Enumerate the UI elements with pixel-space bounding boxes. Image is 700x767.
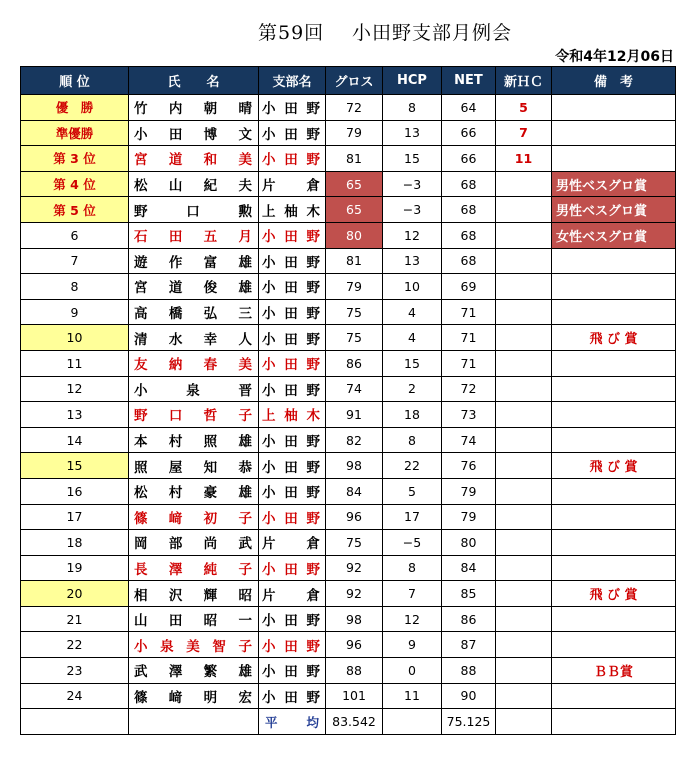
gross-cell: 98 bbox=[326, 606, 383, 632]
gross-cell: 96 bbox=[326, 504, 383, 530]
net-cell: 85 bbox=[442, 581, 496, 607]
hcp-cell: 0 bbox=[383, 658, 442, 684]
header-name: 氏 名 bbox=[129, 67, 259, 95]
note-cell bbox=[552, 530, 676, 556]
branch-cell: 小田野 bbox=[259, 478, 326, 504]
results-body bbox=[21, 95, 676, 709]
new-hc-cell bbox=[496, 197, 552, 223]
gross-cell: 92 bbox=[326, 581, 383, 607]
hcp-cell: 8 bbox=[383, 555, 442, 581]
name-cell: 松山紀夫 bbox=[129, 171, 259, 197]
new-hc-cell bbox=[496, 683, 552, 709]
net-cell: 74 bbox=[442, 427, 496, 453]
name-cell: 竹内朝晴 bbox=[129, 95, 259, 121]
event-date: 令和4年12月06日 bbox=[555, 49, 674, 65]
average-empty-name bbox=[129, 709, 259, 735]
new-hc-cell bbox=[496, 555, 552, 581]
note-cell bbox=[552, 274, 676, 300]
hcp-cell: 2 bbox=[383, 376, 442, 402]
net-cell: 68 bbox=[442, 197, 496, 223]
rank-cell: 9 bbox=[21, 299, 129, 325]
note-cell bbox=[552, 376, 676, 402]
table-row bbox=[21, 658, 676, 684]
rank-cell: 10 bbox=[21, 325, 129, 351]
table-row bbox=[21, 376, 676, 402]
name-cell: 野 口 勲 bbox=[129, 197, 259, 223]
gross-cell: 75 bbox=[326, 299, 383, 325]
results-table bbox=[20, 66, 676, 735]
branch-cell: 小田野 bbox=[259, 274, 326, 300]
hcp-cell: −3 bbox=[383, 171, 442, 197]
branch-cell: 小田野 bbox=[259, 632, 326, 658]
hcp-cell: 15 bbox=[383, 350, 442, 376]
rank-cell: 21 bbox=[21, 606, 129, 632]
gross-cell: 82 bbox=[326, 427, 383, 453]
note-cell bbox=[552, 120, 676, 146]
note-cell: 飛 び 賞 bbox=[552, 581, 676, 607]
rank-cell: 6 bbox=[21, 222, 129, 248]
name-cell: 照屋知恭 bbox=[129, 453, 259, 479]
new-hc-cell bbox=[496, 274, 552, 300]
rank-cell: 22 bbox=[21, 632, 129, 658]
name-cell: 友納春美 bbox=[129, 350, 259, 376]
table-row bbox=[21, 683, 676, 709]
note-cell: 女性ベスグロ賞 bbox=[552, 222, 676, 248]
net-cell: 72 bbox=[442, 376, 496, 402]
rank-cell: 第 5 位 bbox=[21, 197, 129, 223]
hcp-cell: 12 bbox=[383, 222, 442, 248]
new-hc-cell bbox=[496, 402, 552, 428]
rank-cell: 準優勝 bbox=[21, 120, 129, 146]
name-cell: 武澤繁雄 bbox=[129, 658, 259, 684]
hcp-cell: 10 bbox=[383, 274, 442, 300]
name-cell: 本村照雄 bbox=[129, 427, 259, 453]
gross-cell: 79 bbox=[326, 120, 383, 146]
name-cell: 長澤純子 bbox=[129, 555, 259, 581]
rank-cell: 16 bbox=[21, 478, 129, 504]
table-row bbox=[21, 146, 676, 172]
branch-cell: 小田野 bbox=[259, 95, 326, 121]
name-cell: 山田昭一 bbox=[129, 606, 259, 632]
average-empty-hc bbox=[496, 709, 552, 735]
net-cell: 66 bbox=[442, 146, 496, 172]
rank-cell: 第 4 位 bbox=[21, 171, 129, 197]
rank-cell: 19 bbox=[21, 555, 129, 581]
rank-cell: 第 3 位 bbox=[21, 146, 129, 172]
hcp-cell: −3 bbox=[383, 197, 442, 223]
branch-cell: 片 倉 bbox=[259, 530, 326, 556]
gross-cell: 101 bbox=[326, 683, 383, 709]
note-cell: 男性ベスグロ賞 bbox=[552, 197, 676, 223]
branch-cell: 小田野 bbox=[259, 146, 326, 172]
net-cell: 68 bbox=[442, 171, 496, 197]
rank-cell: 7 bbox=[21, 248, 129, 274]
event-number: 第59回 bbox=[258, 22, 325, 44]
branch-cell: 小田野 bbox=[259, 120, 326, 146]
name-cell: 石田五月 bbox=[129, 222, 259, 248]
note-cell bbox=[552, 350, 676, 376]
name-cell: 小泉美智子 bbox=[129, 632, 259, 658]
note-cell bbox=[552, 555, 676, 581]
new-hc-cell bbox=[496, 504, 552, 530]
gross-cell: 79 bbox=[326, 274, 383, 300]
note-cell bbox=[552, 299, 676, 325]
net-cell: 79 bbox=[442, 478, 496, 504]
hcp-cell: 12 bbox=[383, 606, 442, 632]
note-cell bbox=[552, 146, 676, 172]
rank-cell: 15 bbox=[21, 453, 129, 479]
rank-cell: 11 bbox=[21, 350, 129, 376]
average-empty-hcp bbox=[383, 709, 442, 735]
new-hc-cell: 11 bbox=[496, 146, 552, 172]
rank-cell: 優 勝 bbox=[21, 95, 129, 121]
gross-cell: 75 bbox=[326, 325, 383, 351]
branch-cell: 小田野 bbox=[259, 504, 326, 530]
header-rank: 順 位 bbox=[21, 67, 129, 95]
gross-cell: 84 bbox=[326, 478, 383, 504]
hcp-cell: 17 bbox=[383, 504, 442, 530]
gross-cell: 92 bbox=[326, 555, 383, 581]
gross-cell: 81 bbox=[326, 248, 383, 274]
rank-cell: 20 bbox=[21, 581, 129, 607]
net-cell: 76 bbox=[442, 453, 496, 479]
new-hc-cell bbox=[496, 478, 552, 504]
net-cell: 71 bbox=[442, 299, 496, 325]
net-cell: 71 bbox=[442, 325, 496, 351]
name-cell: 相沢輝昭 bbox=[129, 581, 259, 607]
net-cell: 68 bbox=[442, 248, 496, 274]
rank-cell: 18 bbox=[21, 530, 129, 556]
average-net: 75.125 bbox=[442, 709, 496, 735]
net-cell: 71 bbox=[442, 350, 496, 376]
new-hc-cell bbox=[496, 427, 552, 453]
branch-cell: 小田野 bbox=[259, 299, 326, 325]
net-cell: 90 bbox=[442, 683, 496, 709]
table-row bbox=[21, 197, 676, 223]
net-cell: 79 bbox=[442, 504, 496, 530]
note-cell bbox=[552, 504, 676, 530]
average-label: 平 均 bbox=[259, 709, 326, 735]
new-hc-cell bbox=[496, 171, 552, 197]
note-cell bbox=[552, 427, 676, 453]
rank-cell: 13 bbox=[21, 402, 129, 428]
gross-cell: 98 bbox=[326, 453, 383, 479]
branch-cell: 小田野 bbox=[259, 658, 326, 684]
rank-cell: 14 bbox=[21, 427, 129, 453]
average-row bbox=[21, 709, 676, 735]
gross-cell: 75 bbox=[326, 530, 383, 556]
header-gross: グロス bbox=[326, 67, 383, 95]
note-cell bbox=[552, 95, 676, 121]
branch-cell: 小田野 bbox=[259, 427, 326, 453]
branch-cell: 小田野 bbox=[259, 248, 326, 274]
branch-cell: 小田野 bbox=[259, 555, 326, 581]
note-cell: ＢＢ賞 bbox=[552, 658, 676, 684]
net-cell: 69 bbox=[442, 274, 496, 300]
gross-cell: 72 bbox=[326, 95, 383, 121]
header-hcp: HCP bbox=[383, 67, 442, 95]
hcp-cell: 11 bbox=[383, 683, 442, 709]
table-row bbox=[21, 95, 676, 121]
table-row bbox=[21, 453, 676, 479]
table-row bbox=[21, 632, 676, 658]
gross-cell: 65 bbox=[326, 171, 383, 197]
rank-cell: 23 bbox=[21, 658, 129, 684]
branch-cell: 小田野 bbox=[259, 453, 326, 479]
table-row bbox=[21, 274, 676, 300]
branch-cell: 小田野 bbox=[259, 325, 326, 351]
table-row bbox=[21, 299, 676, 325]
header-net: NET bbox=[442, 67, 496, 95]
average-empty-note bbox=[552, 709, 676, 735]
table-row bbox=[21, 120, 676, 146]
new-hc-cell: 5 bbox=[496, 95, 552, 121]
name-cell: 宮道俊雄 bbox=[129, 274, 259, 300]
name-cell: 篠﨑明宏 bbox=[129, 683, 259, 709]
gross-cell: 80 bbox=[326, 222, 383, 248]
table-row bbox=[21, 248, 676, 274]
hcp-cell: 7 bbox=[383, 581, 442, 607]
hcp-cell: 13 bbox=[383, 248, 442, 274]
note-cell bbox=[552, 478, 676, 504]
net-cell: 88 bbox=[442, 658, 496, 684]
gross-cell: 86 bbox=[326, 350, 383, 376]
gross-cell: 74 bbox=[326, 376, 383, 402]
table-row bbox=[21, 504, 676, 530]
note-cell bbox=[552, 632, 676, 658]
hcp-cell: 15 bbox=[383, 146, 442, 172]
branch-cell: 片 倉 bbox=[259, 171, 326, 197]
event-name: 小田野支部月例会 bbox=[352, 22, 513, 44]
hcp-cell: 9 bbox=[383, 632, 442, 658]
rank-cell: 8 bbox=[21, 274, 129, 300]
new-hc-cell bbox=[496, 658, 552, 684]
note-cell: 飛 び 賞 bbox=[552, 325, 676, 351]
branch-cell: 上柚木 bbox=[259, 402, 326, 428]
net-cell: 73 bbox=[442, 402, 496, 428]
rank-cell: 12 bbox=[21, 376, 129, 402]
table-row bbox=[21, 555, 676, 581]
table-row bbox=[21, 581, 676, 607]
new-hc-cell bbox=[496, 530, 552, 556]
gross-cell: 81 bbox=[326, 146, 383, 172]
header-row bbox=[21, 67, 676, 95]
branch-cell: 上柚木 bbox=[259, 197, 326, 223]
net-cell: 87 bbox=[442, 632, 496, 658]
new-hc-cell bbox=[496, 606, 552, 632]
hcp-cell: 22 bbox=[383, 453, 442, 479]
header-branch: 支部名 bbox=[259, 67, 326, 95]
table-row bbox=[21, 325, 676, 351]
new-hc-cell bbox=[496, 325, 552, 351]
table-row bbox=[21, 350, 676, 376]
table-row bbox=[21, 530, 676, 556]
new-hc-cell bbox=[496, 350, 552, 376]
note-cell: 飛 び 賞 bbox=[552, 453, 676, 479]
hcp-cell: 4 bbox=[383, 299, 442, 325]
header-new-hc: 新ＨＣ bbox=[496, 67, 552, 95]
new-hc-cell bbox=[496, 248, 552, 274]
table-row bbox=[21, 402, 676, 428]
gross-cell: 96 bbox=[326, 632, 383, 658]
net-cell: 86 bbox=[442, 606, 496, 632]
net-cell: 66 bbox=[442, 120, 496, 146]
average-gross: 83.542 bbox=[326, 709, 383, 735]
name-cell: 篠﨑初子 bbox=[129, 504, 259, 530]
header-notes: 備 考 bbox=[552, 67, 676, 95]
name-cell: 遊作富雄 bbox=[129, 248, 259, 274]
branch-cell: 小田野 bbox=[259, 683, 326, 709]
new-hc-cell bbox=[496, 376, 552, 402]
hcp-cell: 8 bbox=[383, 95, 442, 121]
new-hc-cell bbox=[496, 453, 552, 479]
net-cell: 84 bbox=[442, 555, 496, 581]
rank-cell: 24 bbox=[21, 683, 129, 709]
note-cell bbox=[552, 248, 676, 274]
average-empty-rank bbox=[21, 709, 129, 735]
note-cell bbox=[552, 683, 676, 709]
name-cell: 高橋弘三 bbox=[129, 299, 259, 325]
net-cell: 68 bbox=[442, 222, 496, 248]
note-cell bbox=[552, 606, 676, 632]
name-cell: 小 泉 晋 bbox=[129, 376, 259, 402]
table-row bbox=[21, 222, 676, 248]
name-cell: 小田博文 bbox=[129, 120, 259, 146]
hcp-cell: 8 bbox=[383, 427, 442, 453]
branch-cell: 小田野 bbox=[259, 222, 326, 248]
rank-cell: 17 bbox=[21, 504, 129, 530]
name-cell: 清水幸人 bbox=[129, 325, 259, 351]
note-cell: 男性ベスグロ賞 bbox=[552, 171, 676, 197]
table-row bbox=[21, 606, 676, 632]
branch-cell: 小田野 bbox=[259, 376, 326, 402]
gross-cell: 91 bbox=[326, 402, 383, 428]
hcp-cell: −5 bbox=[383, 530, 442, 556]
branch-cell: 小田野 bbox=[259, 350, 326, 376]
table-row bbox=[21, 478, 676, 504]
new-hc-cell bbox=[496, 632, 552, 658]
branch-cell: 片 倉 bbox=[259, 581, 326, 607]
new-hc-cell bbox=[496, 299, 552, 325]
gross-cell: 65 bbox=[326, 197, 383, 223]
gross-cell: 88 bbox=[326, 658, 383, 684]
hcp-cell: 5 bbox=[383, 478, 442, 504]
net-cell: 64 bbox=[442, 95, 496, 121]
hcp-cell: 13 bbox=[383, 120, 442, 146]
table-row bbox=[21, 427, 676, 453]
table-row bbox=[21, 171, 676, 197]
branch-cell: 小田野 bbox=[259, 606, 326, 632]
hcp-cell: 18 bbox=[383, 402, 442, 428]
name-cell: 野口哲子 bbox=[129, 402, 259, 428]
name-cell: 宮道和美 bbox=[129, 146, 259, 172]
new-hc-cell bbox=[496, 222, 552, 248]
new-hc-cell: 7 bbox=[496, 120, 552, 146]
net-cell: 80 bbox=[442, 530, 496, 556]
note-cell bbox=[552, 402, 676, 428]
hcp-cell: 4 bbox=[383, 325, 442, 351]
name-cell: 岡部尚武 bbox=[129, 530, 259, 556]
new-hc-cell bbox=[496, 581, 552, 607]
name-cell: 松村豪雄 bbox=[129, 478, 259, 504]
